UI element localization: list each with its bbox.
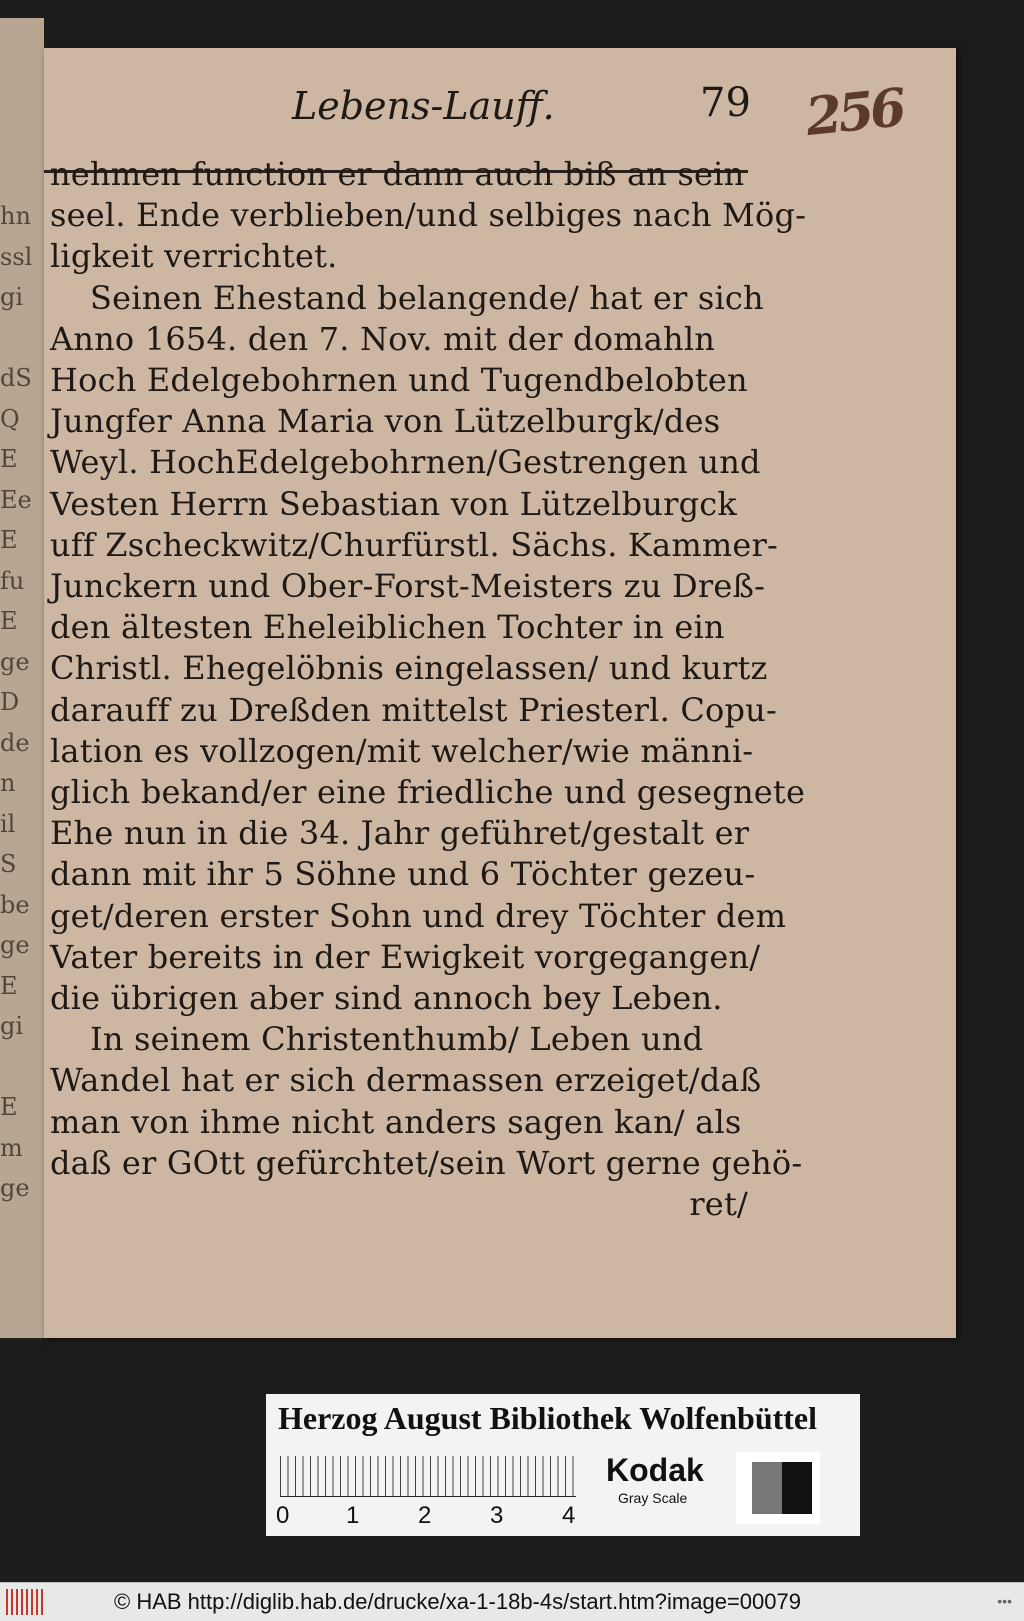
viewer-footer [0, 1582, 1024, 1621]
margin-fragment: ge [0, 647, 30, 676]
document-page [44, 48, 956, 1338]
running-title: Lebens-Lauff. [292, 84, 555, 128]
text-line: Junckern und Ober-Forst-Meisters zu Dreß- [50, 567, 766, 606]
handwritten-shelf-mark: 256 [802, 77, 906, 149]
ruler-number: 0 [276, 1502, 290, 1529]
library-color-card [266, 1394, 860, 1536]
margin-fragment: ge [0, 1174, 30, 1202]
margin-fragment: D [0, 688, 20, 716]
margin-fragment: m [0, 1133, 23, 1162]
text-line: Wandel hat er sich dermassen erzeiget/daß [50, 1061, 762, 1100]
kodak-brand: Kodak [606, 1452, 704, 1488]
text-line: seel. Ende verblieben/und selbiges nach Mög- [50, 196, 807, 235]
margin-fragment: n [0, 769, 16, 797]
margin-fragment: gi [0, 283, 24, 311]
text-line: ligkeit verrichtet. [50, 237, 338, 276]
text-line: get/deren erster Sohn und drey Töchter dem [50, 896, 787, 935]
previous-page-margin-text [0, 196, 44, 1209]
margin-fragment: E [0, 971, 18, 1000]
margin-fragment: be [0, 890, 30, 919]
text-line: uff Zscheckwitz/Churfürstl. Sächs. Kammer- [50, 525, 779, 564]
margin-fragment: Ee [0, 485, 32, 514]
gray-swatch [752, 1462, 782, 1514]
gray-scale-label: Gray Scale [618, 1490, 688, 1506]
text-line: ret/ [689, 1185, 748, 1224]
margin-fragment: E [0, 607, 18, 635]
margin-fragment: Q [0, 404, 20, 433]
margin-fragment: dS [0, 364, 32, 392]
ruler-ticks [280, 1456, 580, 1496]
library-name: Herzog August Bibliothek Wolfenbüttel [278, 1400, 818, 1436]
black-swatch [782, 1462, 812, 1514]
page-header [44, 80, 792, 144]
margin-fragment: il [0, 809, 16, 838]
margin-fragment: S [0, 850, 17, 878]
text-line: nehmen function er dann auch biß an sein [50, 155, 745, 193]
ruler-baseline [280, 1496, 576, 1497]
text-line: Vesten Herrn Sebastian von Lützelburgck [50, 484, 737, 523]
text-line: lation es vollzogen/mit welcher/wie männi- [50, 731, 754, 770]
margin-fragment: hn [0, 202, 31, 230]
hab-logo-icon [6, 1589, 46, 1615]
margin-fragment: E [0, 1093, 18, 1121]
text-line: Jungfer Anna Maria von Lützelburgk/des [50, 402, 721, 441]
page-number: 79 [700, 80, 751, 126]
margin-fragment: E [0, 526, 18, 554]
margin-fragment [0, 1047, 44, 1088]
text-line: Weyl. HochEdelgebohrnen/Gestrengen und [50, 443, 761, 482]
ruler-number: 3 [490, 1502, 504, 1529]
ruler-number: 4 [562, 1502, 576, 1529]
ruler-number: 2 [418, 1502, 432, 1529]
margin-fragment: fu [0, 566, 25, 595]
copyright-url[interactable]: © HAB http://diglib.hab.de/drucke/xa-1-18b-4s/start.htm?image=00079 [114, 1589, 801, 1614]
previous-page-edge [0, 18, 44, 1338]
text-line: Hoch Edelgebohrnen und Tugendbelobten [50, 361, 748, 400]
text-line: glich bekand/er eine friedliche und gesegnete [50, 773, 806, 812]
text-line: Christl. Ehegelöbnis eingelassen/ und kurtz [50, 649, 768, 688]
margin-fragment: ge [0, 931, 30, 959]
margin-fragment [0, 318, 44, 359]
text-line: Vater bereits in der Ewigkeit vorgegangen/ [50, 937, 761, 976]
margin-fragment: gi [0, 1012, 24, 1040]
ruler-number: 1 [346, 1502, 360, 1529]
text-line: Anno 1654. den 7. Nov. mit der domahln [50, 319, 716, 358]
text-line: In seinem Christenthumb/ Leben und [90, 1020, 704, 1059]
text-line: den ältesten Eheleiblichen Tochter in ein [50, 608, 725, 647]
text-line: dann mit ihr 5 Söhne und 6 Töchter gezeu- [50, 855, 756, 894]
body-text [50, 154, 807, 1225]
margin-fragment: ssl [0, 242, 33, 271]
text-line: Seinen Ehestand belangende/ hat er sich [90, 278, 764, 317]
text-line: Ehe nun in die 34. Jahr geführet/gestalt er [50, 814, 750, 853]
text-line: die übrigen aber sind annoch bey Leben. [50, 979, 723, 1018]
text-line: daß er GOtt gefürchtet/sein Wort gerne gehö- [50, 1143, 803, 1182]
text-line: man von ihme nicht anders sagen kan/ als [50, 1102, 742, 1141]
margin-fragment: de [0, 728, 30, 757]
margin-fragment: E [0, 445, 18, 473]
text-line: darauff zu Dreßden mittelst Priesterl. Copu- [50, 690, 777, 729]
more-icon[interactable]: ••• [997, 1593, 1012, 1609]
